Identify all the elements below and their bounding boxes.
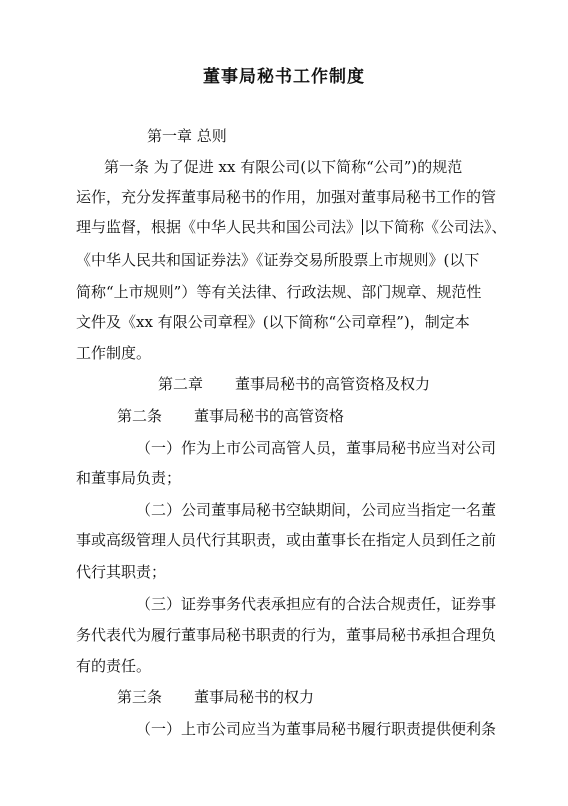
text-cursor <box>362 219 363 235</box>
article-1-line-6: 文件及《xx 有限公司章程》(以下简称“公司章程”)，制定本 <box>76 313 470 331</box>
article-2-item-3-line-3: 有的责任。 <box>76 657 152 675</box>
article-2-item-2-line-1: （二）公司董事局秘书空缺期间，公司应当指定一名董 <box>136 501 497 519</box>
chapter-2-number: 第二章 <box>158 375 204 393</box>
chapter-2-heading <box>158 374 430 394</box>
article-1-line-3-part-b: 以下简称《公司法》、 <box>364 218 507 236</box>
article-2-item-2-line-3: 代行其职责； <box>76 563 167 581</box>
article-1-line-3-part-a: 理与监督，根据《中华人民共和国公司法》 <box>76 218 362 236</box>
article-2-number: 第二条 <box>117 407 163 425</box>
article-2-heading <box>117 406 344 426</box>
article-1-line-7: 工作制度。 <box>76 344 152 362</box>
article-2-title: 董事局秘书的高管资格 <box>194 407 345 425</box>
article-3-number: 第三条 <box>117 688 163 706</box>
article-3-item-1-line-1: （一）上市公司应当为董事局秘书履行职责提供便利条 <box>136 720 497 738</box>
article-2-item-3-line-2: 务代表代为履行董事局秘书职责的行为，董事局秘书承担合理负 <box>76 626 497 644</box>
chapter-2-title: 董事局秘书的高管资格及权力 <box>235 375 431 393</box>
article-2-item-1-line-1: （一）作为上市公司高管人员，董事局秘书应当对公司 <box>136 439 497 457</box>
article-1-line-4: 《中华人民共和国证券法》《证券交易所股票上市规则》(以下 <box>76 251 480 269</box>
article-2-item-1-line-2: 和董事局负责； <box>76 469 182 487</box>
article-2-item-2-line-2: 事或高级管理人员代行其职责，或由董事长在指定人员到任之前 <box>76 531 497 549</box>
article-1-line-2: 运作，充分发挥董事局秘书的作用，加强对董事局秘书工作的管 <box>76 188 497 206</box>
article-1-line-5: 简称“上市规则”）等有关法律、行政法规、部门规章、规范性 <box>76 283 482 301</box>
article-3-title: 董事局秘书的权力 <box>194 688 315 706</box>
article-1-line-3 <box>76 217 507 237</box>
article-2-item-3-line-1: （三）证券事务代表承担应有的合法合规责任，证券事 <box>136 595 497 613</box>
document-title: 董事局秘书工作制度 <box>203 67 365 87</box>
chapter-1-heading: 第一章 总则 <box>147 127 227 145</box>
article-3-heading <box>117 687 314 707</box>
article-1-line-1: 第一条 为了促进 xx 有限公司(以下简称“公司”)的规范 <box>104 158 463 176</box>
